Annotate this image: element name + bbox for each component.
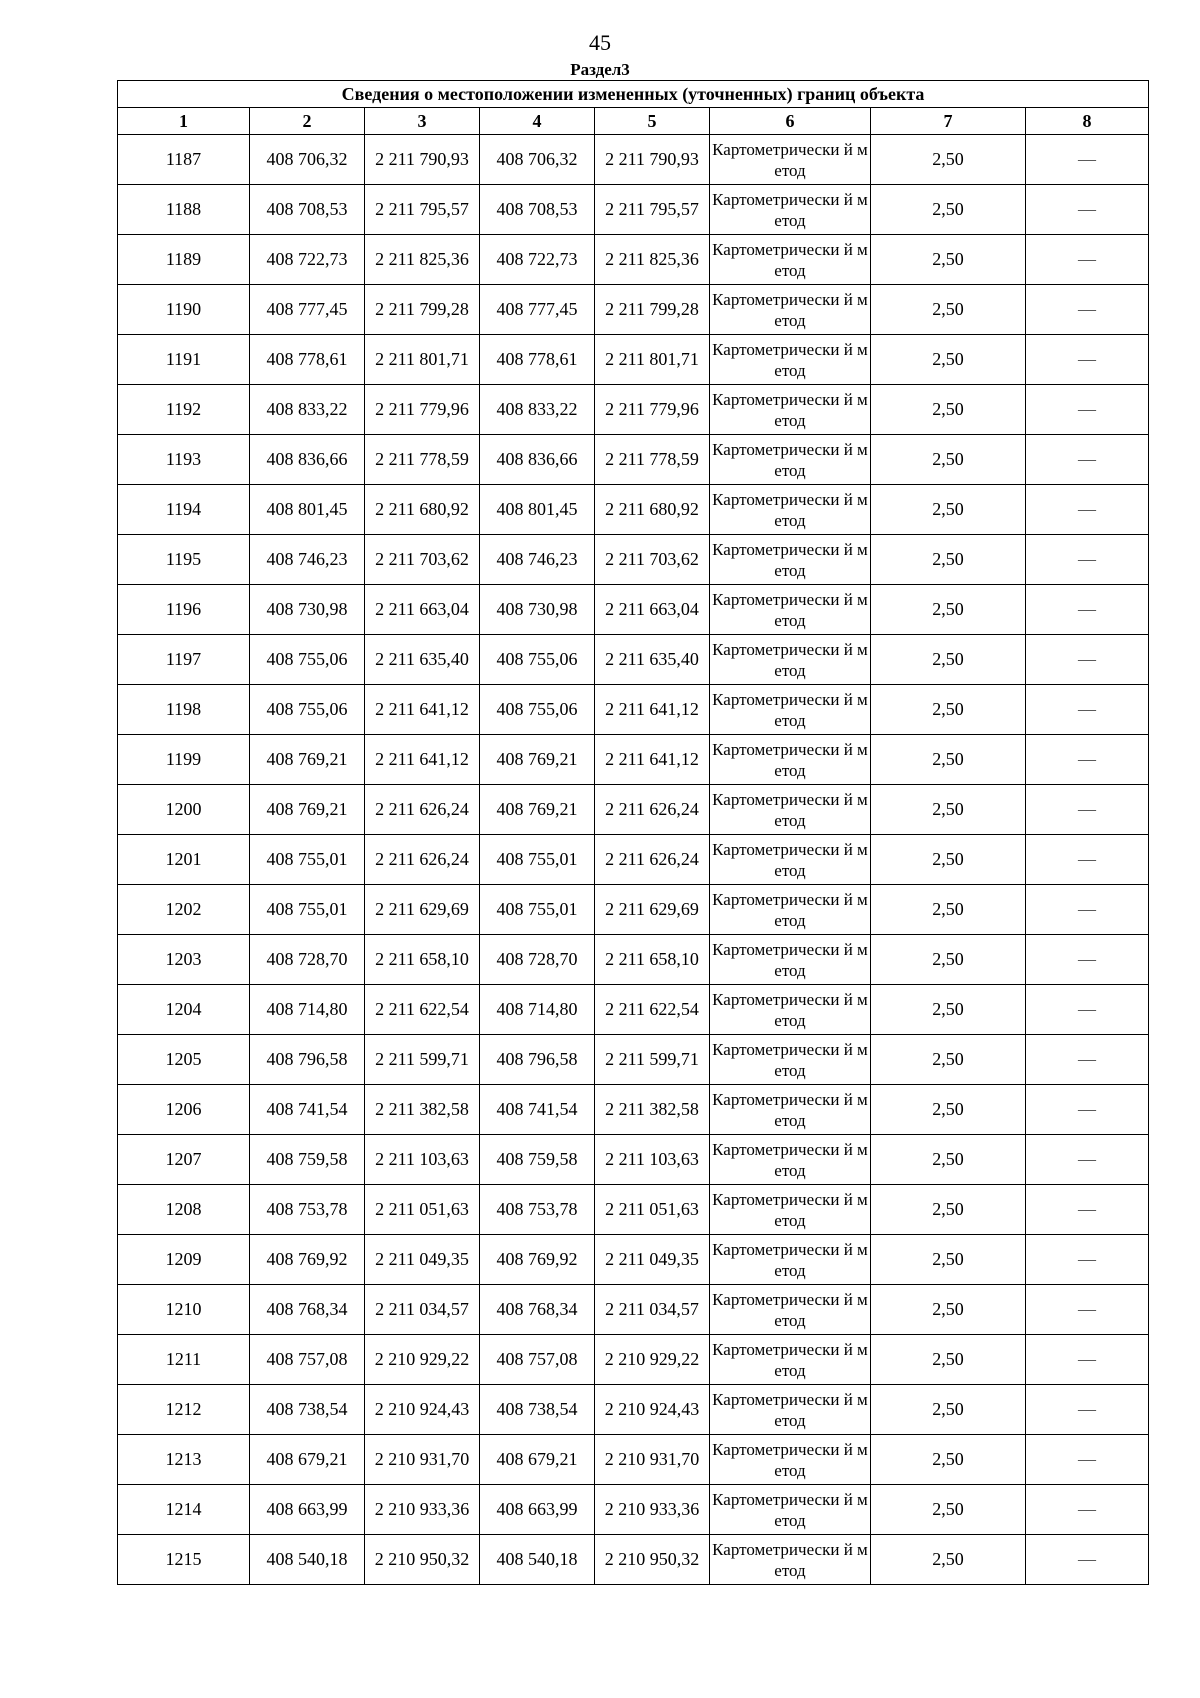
x-new-cell: 408 753,78 [480, 1185, 595, 1235]
accuracy-cell: 2,50 [871, 935, 1026, 985]
point-number-cell: 1212 [118, 1385, 250, 1435]
x-new-cell: 408 755,06 [480, 635, 595, 685]
description-cell: — [1026, 1335, 1149, 1385]
y-new-cell: 2 211 626,24 [595, 835, 710, 885]
point-number-cell: 1208 [118, 1185, 250, 1235]
point-number-cell: 1215 [118, 1535, 250, 1585]
accuracy-cell: 2,50 [871, 1435, 1026, 1485]
method-cell: Картометрически й метод [710, 185, 871, 235]
x-new-cell: 408 741,54 [480, 1085, 595, 1135]
x-new-cell: 408 663,99 [480, 1485, 595, 1535]
description-cell: — [1026, 285, 1149, 335]
accuracy-cell: 2,50 [871, 835, 1026, 885]
y-new-cell: 2 211 779,96 [595, 385, 710, 435]
y-new-cell: 2 210 924,43 [595, 1385, 710, 1435]
x-old-cell: 408 714,80 [250, 985, 365, 1035]
method-cell: Картометрически й метод [710, 285, 871, 335]
accuracy-cell: 2,50 [871, 1085, 1026, 1135]
x-new-cell: 408 722,73 [480, 235, 595, 285]
table-row [118, 835, 1149, 885]
accuracy-cell: 2,50 [871, 385, 1026, 435]
x-old-cell: 408 769,21 [250, 735, 365, 785]
table-caption: Сведения о местоположении измененных (уточненных) границ объекта [118, 81, 1149, 108]
x-old-cell: 408 769,21 [250, 785, 365, 835]
y-new-cell: 2 211 799,28 [595, 285, 710, 335]
point-number-cell: 1187 [118, 135, 250, 185]
point-number-cell: 1207 [118, 1135, 250, 1185]
method-cell: Картометрически й метод [710, 385, 871, 435]
y-old-cell: 2 210 924,43 [365, 1385, 480, 1435]
description-cell: — [1026, 1285, 1149, 1335]
x-new-cell: 408 759,58 [480, 1135, 595, 1185]
description-cell: — [1026, 1235, 1149, 1285]
x-old-cell: 408 753,78 [250, 1185, 365, 1235]
method-cell: Картометрически й метод [710, 1485, 871, 1535]
table-row [118, 1085, 1149, 1135]
accuracy-cell: 2,50 [871, 335, 1026, 385]
method-cell: Картометрически й метод [710, 1285, 871, 1335]
table-row [118, 185, 1149, 235]
table-row [118, 435, 1149, 485]
column-number: 2 [250, 108, 365, 135]
method-cell: Картометрически й метод [710, 1335, 871, 1385]
description-cell: — [1026, 1135, 1149, 1185]
table-row [118, 1435, 1149, 1485]
x-old-cell: 408 738,54 [250, 1385, 365, 1435]
table-row [118, 1035, 1149, 1085]
accuracy-cell: 2,50 [871, 585, 1026, 635]
point-number-cell: 1206 [118, 1085, 250, 1135]
point-number-cell: 1190 [118, 285, 250, 335]
table-row [118, 1235, 1149, 1285]
x-new-cell: 408 730,98 [480, 585, 595, 635]
table-row [118, 385, 1149, 435]
description-cell: — [1026, 1085, 1149, 1135]
method-cell: Картометрически й метод [710, 735, 871, 785]
x-old-cell: 408 746,23 [250, 535, 365, 585]
point-number-cell: 1209 [118, 1235, 250, 1285]
table-row [118, 135, 1149, 185]
x-new-cell: 408 714,80 [480, 985, 595, 1035]
x-old-cell: 408 755,01 [250, 885, 365, 935]
table-row [118, 1185, 1149, 1235]
method-cell: Картометрически й метод [710, 535, 871, 585]
x-new-cell: 408 833,22 [480, 385, 595, 435]
y-old-cell: 2 211 680,92 [365, 485, 480, 535]
y-old-cell: 2 211 641,12 [365, 685, 480, 735]
x-old-cell: 408 755,06 [250, 635, 365, 685]
y-old-cell: 2 211 599,71 [365, 1035, 480, 1085]
x-old-cell: 408 730,98 [250, 585, 365, 635]
coordinates-table [117, 80, 1149, 1585]
x-new-cell: 408 768,34 [480, 1285, 595, 1335]
y-new-cell: 2 211 635,40 [595, 635, 710, 685]
description-cell: — [1026, 1385, 1149, 1435]
table-row [118, 235, 1149, 285]
method-cell: Картометрически й метод [710, 1535, 871, 1585]
x-new-cell: 408 836,66 [480, 435, 595, 485]
method-cell: Картометрически й метод [710, 485, 871, 535]
description-cell: — [1026, 1535, 1149, 1585]
x-old-cell: 408 759,58 [250, 1135, 365, 1185]
y-new-cell: 2 211 703,62 [595, 535, 710, 585]
x-new-cell: 408 801,45 [480, 485, 595, 535]
method-cell: Картометрически й метод [710, 435, 871, 485]
description-cell: — [1026, 1035, 1149, 1085]
x-old-cell: 408 728,70 [250, 935, 365, 985]
description-cell: — [1026, 1435, 1149, 1485]
y-old-cell: 2 211 626,24 [365, 785, 480, 835]
y-old-cell: 2 211 641,12 [365, 735, 480, 785]
y-old-cell: 2 211 622,54 [365, 985, 480, 1035]
point-number-cell: 1203 [118, 935, 250, 985]
x-new-cell: 408 769,21 [480, 735, 595, 785]
table-row [118, 1385, 1149, 1435]
x-old-cell: 408 833,22 [250, 385, 365, 435]
accuracy-cell: 2,50 [871, 785, 1026, 835]
y-new-cell: 2 211 629,69 [595, 885, 710, 935]
x-new-cell: 408 778,61 [480, 335, 595, 385]
x-new-cell: 408 757,08 [480, 1335, 595, 1385]
description-cell: — [1026, 685, 1149, 735]
x-new-cell: 408 706,32 [480, 135, 595, 185]
point-number-cell: 1213 [118, 1435, 250, 1485]
accuracy-cell: 2,50 [871, 1485, 1026, 1535]
column-number: 7 [871, 108, 1026, 135]
column-number: 3 [365, 108, 480, 135]
x-old-cell: 408 778,61 [250, 335, 365, 385]
y-new-cell: 2 211 680,92 [595, 485, 710, 535]
y-old-cell: 2 211 103,63 [365, 1135, 480, 1185]
method-cell: Картометрически й метод [710, 685, 871, 735]
x-new-cell: 408 755,01 [480, 885, 595, 935]
description-cell: — [1026, 185, 1149, 235]
description-cell: — [1026, 585, 1149, 635]
x-old-cell: 408 679,21 [250, 1435, 365, 1485]
method-cell: Картометрически й метод [710, 135, 871, 185]
y-old-cell: 2 211 799,28 [365, 285, 480, 335]
column-number: 1 [118, 108, 250, 135]
point-number-cell: 1193 [118, 435, 250, 485]
y-new-cell: 2 211 641,12 [595, 685, 710, 735]
table-row [118, 1135, 1149, 1185]
x-old-cell: 408 741,54 [250, 1085, 365, 1135]
point-number-cell: 1202 [118, 885, 250, 935]
table-row [118, 935, 1149, 985]
y-new-cell: 2 211 382,58 [595, 1085, 710, 1135]
x-new-cell: 408 755,06 [480, 685, 595, 735]
y-old-cell: 2 211 658,10 [365, 935, 480, 985]
description-cell: — [1026, 635, 1149, 685]
y-old-cell: 2 211 629,69 [365, 885, 480, 935]
method-cell: Картометрически й метод [710, 935, 871, 985]
x-old-cell: 408 722,73 [250, 235, 365, 285]
description-cell: — [1026, 1185, 1149, 1235]
description-cell: — [1026, 385, 1149, 435]
y-old-cell: 2 211 382,58 [365, 1085, 480, 1135]
accuracy-cell: 2,50 [871, 435, 1026, 485]
x-new-cell: 408 769,92 [480, 1235, 595, 1285]
accuracy-cell: 2,50 [871, 685, 1026, 735]
method-cell: Картометрически й метод [710, 1085, 871, 1135]
y-old-cell: 2 211 034,57 [365, 1285, 480, 1335]
x-new-cell: 408 777,45 [480, 285, 595, 335]
y-old-cell: 2 211 635,40 [365, 635, 480, 685]
table-row [118, 1485, 1149, 1535]
x-new-cell: 408 679,21 [480, 1435, 595, 1485]
accuracy-cell: 2,50 [871, 1535, 1026, 1585]
table-row [118, 685, 1149, 735]
accuracy-cell: 2,50 [871, 1035, 1026, 1085]
description-cell: — [1026, 785, 1149, 835]
y-new-cell: 2 211 103,63 [595, 1135, 710, 1185]
table-row [118, 635, 1149, 685]
accuracy-cell: 2,50 [871, 535, 1026, 585]
x-new-cell: 408 708,53 [480, 185, 595, 235]
method-cell: Картометрически й метод [710, 785, 871, 835]
x-old-cell: 408 706,32 [250, 135, 365, 185]
column-number: 6 [710, 108, 871, 135]
x-new-cell: 408 738,54 [480, 1385, 595, 1435]
y-old-cell: 2 211 801,71 [365, 335, 480, 385]
description-cell: — [1026, 885, 1149, 935]
point-number-cell: 1210 [118, 1285, 250, 1335]
y-new-cell: 2 210 931,70 [595, 1435, 710, 1485]
method-cell: Картометрически й метод [710, 1385, 871, 1435]
accuracy-cell: 2,50 [871, 1385, 1026, 1435]
description-cell: — [1026, 235, 1149, 285]
y-old-cell: 2 211 779,96 [365, 385, 480, 435]
method-cell: Картометрически й метод [710, 1035, 871, 1085]
accuracy-cell: 2,50 [871, 985, 1026, 1035]
accuracy-cell: 2,50 [871, 635, 1026, 685]
y-old-cell: 2 210 929,22 [365, 1335, 480, 1385]
point-number-cell: 1191 [118, 335, 250, 385]
x-old-cell: 408 836,66 [250, 435, 365, 485]
description-cell: — [1026, 135, 1149, 185]
table-row [118, 285, 1149, 335]
y-new-cell: 2 210 929,22 [595, 1335, 710, 1385]
y-new-cell: 2 211 790,93 [595, 135, 710, 185]
y-old-cell: 2 211 825,36 [365, 235, 480, 285]
y-new-cell: 2 211 051,63 [595, 1185, 710, 1235]
point-number-cell: 1196 [118, 585, 250, 635]
point-number-cell: 1188 [118, 185, 250, 235]
x-new-cell: 408 540,18 [480, 1535, 595, 1585]
method-cell: Картометрически й метод [710, 335, 871, 385]
y-old-cell: 2 211 778,59 [365, 435, 480, 485]
x-old-cell: 408 768,34 [250, 1285, 365, 1335]
description-cell: — [1026, 985, 1149, 1035]
x-old-cell: 408 755,06 [250, 685, 365, 735]
y-new-cell: 2 211 795,57 [595, 185, 710, 235]
y-new-cell: 2 211 626,24 [595, 785, 710, 835]
point-number-cell: 1192 [118, 385, 250, 435]
table-row [118, 585, 1149, 635]
x-new-cell: 408 728,70 [480, 935, 595, 985]
method-cell: Картометрически й метод [710, 1235, 871, 1285]
table-row [118, 1535, 1149, 1585]
description-cell: — [1026, 535, 1149, 585]
y-new-cell: 2 211 663,04 [595, 585, 710, 635]
table-row [118, 735, 1149, 785]
accuracy-cell: 2,50 [871, 1285, 1026, 1335]
column-number-row [118, 108, 1149, 135]
method-cell: Картометрически й метод [710, 885, 871, 935]
column-number: 5 [595, 108, 710, 135]
point-number-cell: 1198 [118, 685, 250, 735]
y-new-cell: 2 211 049,35 [595, 1235, 710, 1285]
x-old-cell: 408 757,08 [250, 1335, 365, 1385]
method-cell: Картометрически й метод [710, 235, 871, 285]
x-old-cell: 408 777,45 [250, 285, 365, 335]
table-row [118, 485, 1149, 535]
point-number-cell: 1214 [118, 1485, 250, 1535]
accuracy-cell: 2,50 [871, 1335, 1026, 1385]
point-number-cell: 1194 [118, 485, 250, 535]
accuracy-cell: 2,50 [871, 1135, 1026, 1185]
x-old-cell: 408 663,99 [250, 1485, 365, 1535]
point-number-cell: 1200 [118, 785, 250, 835]
column-number: 8 [1026, 108, 1149, 135]
table-row [118, 785, 1149, 835]
accuracy-cell: 2,50 [871, 1185, 1026, 1235]
section-title: Раздел3 [570, 60, 630, 79]
y-new-cell: 2 211 599,71 [595, 1035, 710, 1085]
y-old-cell: 2 211 626,24 [365, 835, 480, 885]
table-row [118, 985, 1149, 1035]
x-old-cell: 408 540,18 [250, 1535, 365, 1585]
y-old-cell: 2 211 049,35 [365, 1235, 480, 1285]
description-cell: — [1026, 935, 1149, 985]
point-number-cell: 1201 [118, 835, 250, 885]
x-old-cell: 408 801,45 [250, 485, 365, 535]
accuracy-cell: 2,50 [871, 1235, 1026, 1285]
x-old-cell: 408 708,53 [250, 185, 365, 235]
method-cell: Картометрически й метод [710, 635, 871, 685]
accuracy-cell: 2,50 [871, 135, 1026, 185]
table-row [118, 535, 1149, 585]
accuracy-cell: 2,50 [871, 735, 1026, 785]
method-cell: Картометрически й метод [710, 1435, 871, 1485]
x-new-cell: 408 796,58 [480, 1035, 595, 1085]
method-cell: Картометрически й метод [710, 1185, 871, 1235]
point-number-cell: 1189 [118, 235, 250, 285]
table-row [118, 1335, 1149, 1385]
y-new-cell: 2 211 825,36 [595, 235, 710, 285]
y-new-cell: 2 211 622,54 [595, 985, 710, 1035]
table-row [118, 335, 1149, 385]
accuracy-cell: 2,50 [871, 485, 1026, 535]
x-old-cell: 408 796,58 [250, 1035, 365, 1085]
y-old-cell: 2 210 931,70 [365, 1435, 480, 1485]
accuracy-cell: 2,50 [871, 285, 1026, 335]
description-cell: — [1026, 835, 1149, 885]
method-cell: Картометрически й метод [710, 585, 871, 635]
point-number-cell: 1205 [118, 1035, 250, 1085]
x-new-cell: 408 755,01 [480, 835, 595, 885]
y-new-cell: 2 210 950,32 [595, 1535, 710, 1585]
description-cell: — [1026, 735, 1149, 785]
method-cell: Картометрически й метод [710, 1135, 871, 1185]
y-old-cell: 2 210 950,32 [365, 1535, 480, 1585]
accuracy-cell: 2,50 [871, 235, 1026, 285]
y-old-cell: 2 211 051,63 [365, 1185, 480, 1235]
accuracy-cell: 2,50 [871, 185, 1026, 235]
point-number-cell: 1211 [118, 1335, 250, 1385]
y-old-cell: 2 211 795,57 [365, 185, 480, 235]
description-cell: — [1026, 435, 1149, 485]
method-cell: Картометрически й метод [710, 835, 871, 885]
description-cell: — [1026, 1485, 1149, 1535]
point-number-cell: 1195 [118, 535, 250, 585]
point-number-cell: 1204 [118, 985, 250, 1035]
y-new-cell: 2 211 658,10 [595, 935, 710, 985]
method-cell: Картометрически й метод [710, 985, 871, 1035]
point-number-cell: 1199 [118, 735, 250, 785]
table-body [118, 135, 1149, 1585]
x-new-cell: 408 769,21 [480, 785, 595, 835]
table-row [118, 885, 1149, 935]
table-row [118, 1285, 1149, 1335]
y-new-cell: 2 211 641,12 [595, 735, 710, 785]
page-number: 45 [589, 30, 611, 55]
y-old-cell: 2 211 703,62 [365, 535, 480, 585]
accuracy-cell: 2,50 [871, 885, 1026, 935]
y-old-cell: 2 211 790,93 [365, 135, 480, 185]
y-new-cell: 2 211 801,71 [595, 335, 710, 385]
column-number: 4 [480, 108, 595, 135]
description-cell: — [1026, 485, 1149, 535]
x-old-cell: 408 769,92 [250, 1235, 365, 1285]
x-old-cell: 408 755,01 [250, 835, 365, 885]
y-new-cell: 2 210 933,36 [595, 1485, 710, 1535]
y-new-cell: 2 211 034,57 [595, 1285, 710, 1335]
point-number-cell: 1197 [118, 635, 250, 685]
y-old-cell: 2 210 933,36 [365, 1485, 480, 1535]
description-cell: — [1026, 335, 1149, 385]
x-new-cell: 408 746,23 [480, 535, 595, 585]
y-new-cell: 2 211 778,59 [595, 435, 710, 485]
y-old-cell: 2 211 663,04 [365, 585, 480, 635]
